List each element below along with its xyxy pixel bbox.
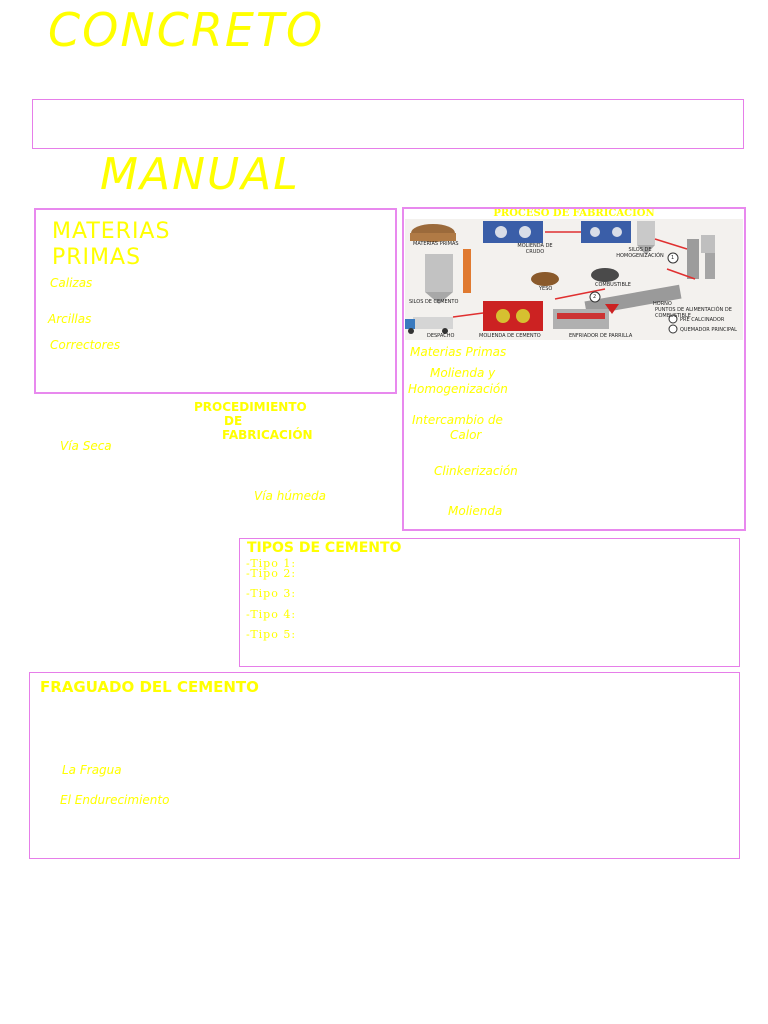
diagram-label-molienda-cemento: MOLIENDA DE CEMENTO (479, 333, 541, 339)
diagram-label-horno: HORNO (653, 301, 672, 307)
step-molienda-2: Homogenización (408, 382, 508, 396)
truck-icon (413, 317, 453, 329)
diagram-label-molienda-crudo: MOLIENDA DE CRUDO (517, 243, 553, 255)
materias-heading-1: MATERIAS (52, 219, 171, 244)
diagram-label-num2: 2 (593, 294, 597, 300)
via-humeda: Vía húmeda (254, 489, 326, 503)
tipos-heading: TIPOS DE CEMENTO (247, 540, 402, 556)
step-intercambio-1: Intercambio de (412, 413, 503, 427)
diagram-label-materias: MATERIAS PRIMAS (413, 241, 459, 247)
process-diagram (405, 209, 743, 340)
diagram-label-silos-cemento: SILOS DE CEMENTO (409, 299, 459, 305)
materias-item-calizas: Calizas (50, 276, 93, 290)
tipo-4: -Tipo 4: (246, 608, 297, 621)
diagram-title: PROCESO DE FABRICACION (493, 209, 655, 219)
diagram-label-silos-homog: SILOS DE HOMOGENIZACIÓN (616, 247, 664, 259)
crude-mill-icon (483, 221, 543, 243)
empty-box (32, 99, 744, 149)
tipo-2: -Tipo 2: (246, 567, 297, 580)
diagram-label-combustible: COMBUSTIBLE (595, 282, 631, 288)
page-subtitle: MANUAL (100, 149, 300, 200)
fraguado-item-fragua: La Fragua (62, 763, 122, 777)
fraguado-box (29, 672, 740, 859)
page-title: CONCRETO (48, 3, 325, 57)
procedimiento-line2: DE (224, 414, 243, 428)
materias-heading-2: PRIMAS (52, 245, 142, 270)
step-intercambio-2: Calor (450, 428, 482, 442)
diagram-label-pre-calcinador: PRE CALCINADOR (680, 317, 725, 323)
procedimiento-line1: PROCEDIMIENTO (194, 400, 307, 414)
diagram-label-despacho: DESPACHO (427, 333, 455, 339)
cement-mill-icon (483, 301, 543, 331)
fraguado-heading: FRAGUADO DEL CEMENTO (40, 678, 259, 696)
fraguado-item-endurecimiento: El Endurecimiento (60, 793, 170, 807)
tipo-3: -Tipo 3: (246, 587, 297, 600)
tipo-1: -Tipo 1: (246, 557, 297, 570)
step-clinkerizacion: Clinkerización (434, 464, 518, 478)
diagram-label-enfriador: ENFRIADOR DE PARRILLA (569, 333, 633, 339)
diagram-label-yeso: YESO (539, 286, 553, 292)
diagram-label-puntos: PUNTOS DE ALIMENTACIÓN DE COMBUSTIBLE (655, 307, 732, 319)
diagram-label-num1: 1 (671, 255, 675, 261)
tipos-box (239, 538, 740, 667)
materias-item-arcillas: Arcillas (48, 312, 92, 326)
procedimiento-line3: FABRICACIÓN (222, 428, 313, 442)
step-molienda-1: Molienda y (430, 366, 496, 380)
cement-silo-icon (425, 254, 453, 292)
tipo-5: -Tipo 5: (246, 628, 297, 641)
step-materias-primas: Materias Primas (410, 345, 507, 359)
step-molienda-final: Molienda (448, 504, 503, 518)
via-seca: Vía Seca (60, 439, 112, 453)
diagram-label-quemador: QUEMADOR PRINCIPAL (680, 327, 737, 333)
materias-item-correctores: Correctores (50, 338, 121, 352)
